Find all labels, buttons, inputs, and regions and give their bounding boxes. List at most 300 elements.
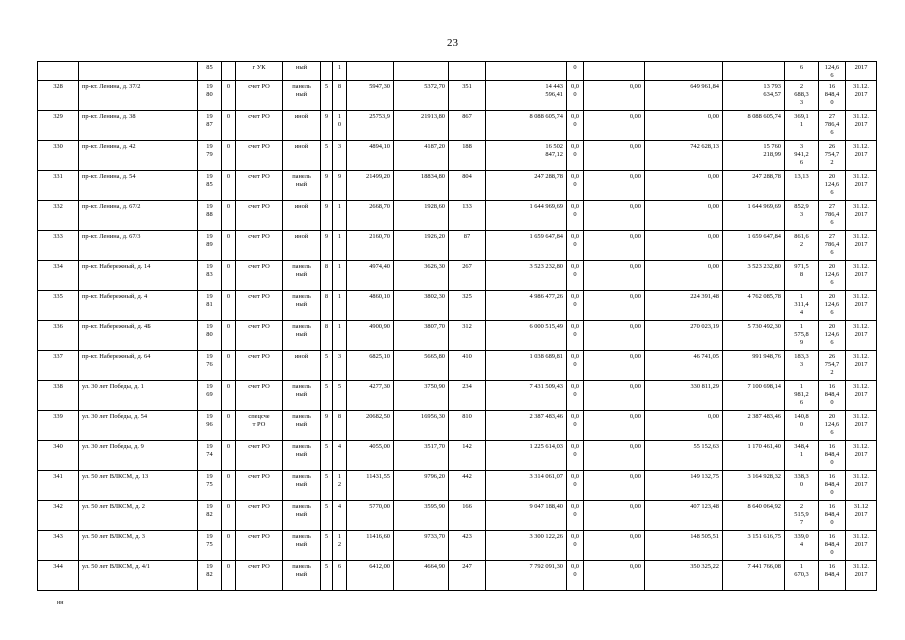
cell-floors: 5 — [321, 531, 333, 561]
cell-max-cost-per-sqm: 20 124,6 6 — [819, 261, 846, 291]
cell-cost-per-sqm: 852,9 3 — [785, 201, 819, 231]
cell-year-built: 19 80 — [198, 321, 222, 351]
cell-total-cost: 1 644 969,69 — [486, 201, 567, 231]
cell-total-cost: 1 225 614,03 — [486, 441, 567, 471]
cell-wall-material: панель ный — [283, 561, 321, 591]
cell-fund-method: счет РО — [236, 291, 283, 321]
cell-year-built: 19 89 — [198, 231, 222, 261]
cell-living-area: 1928,60 — [394, 201, 449, 231]
cell-year-built: 19 80 — [198, 81, 222, 111]
cell-entrances: 1 2 — [333, 531, 347, 561]
cell-cost-fund: 270 023,19 — [645, 321, 723, 351]
cell-address: пр-кт. Ленина, д. 37/2 — [79, 81, 198, 111]
cell-total-cost: 9 047 188,40 — [486, 501, 567, 531]
table-row — [38, 501, 877, 531]
cell-living-area: 3802,30 — [394, 291, 449, 321]
cell-living-area: 16956,30 — [394, 411, 449, 441]
cell-address: пр-кт. Набережный, д. 14 — [79, 261, 198, 291]
cell-fund-method: счет РО — [236, 321, 283, 351]
table-row — [38, 531, 877, 561]
cell-floors: 5 — [321, 351, 333, 381]
cell-cost-budget: 0,00 — [584, 291, 645, 321]
cell-residents: 87 — [449, 231, 486, 261]
cell-max-cost-per-sqm: 16 848,4 0 — [819, 381, 846, 411]
cell-year-built: 19 76 — [198, 351, 222, 381]
cell-fund-method: счет РО — [236, 381, 283, 411]
cell-wall-material: иной — [283, 201, 321, 231]
cell-cost-per-sqm-state: 0,0 0 — [567, 231, 584, 261]
cell-row-number: 339 — [38, 411, 79, 441]
cell-total-area: 4055,00 — [347, 441, 394, 471]
cell-floors: 5 — [321, 381, 333, 411]
cell-floors: 8 — [321, 261, 333, 291]
cell-total-area: 4900,90 — [347, 321, 394, 351]
cell-cost-per-sqm-state: 0,0 0 — [567, 171, 584, 201]
cell-address: ул. 50 лет ВЛКСМ, д. 13 — [79, 471, 198, 501]
cell-address: ул. 50 лет ВЛКСМ, д. 4/1 — [79, 561, 198, 591]
cell-max-cost-per-sqm: 20 124,6 6 — [819, 411, 846, 441]
cell-year-built: 19 75 — [198, 531, 222, 561]
cell-living-area: 1926,20 — [394, 231, 449, 261]
cell-address: пр-кт. Ленина, д. 67/3 — [79, 231, 198, 261]
cell-planned-completion: 31.12. 2017 — [846, 171, 877, 201]
cell-year-built: 85 — [198, 62, 222, 81]
cell-year-commissioning: 0 — [222, 231, 236, 261]
cell-address: пр-кт. Набережный, д. 64 — [79, 351, 198, 381]
cell-year-built: 19 69 — [198, 381, 222, 411]
cell-wall-material: панель ный — [283, 81, 321, 111]
cell-total-cost: 3 300 122,26 — [486, 531, 567, 561]
table-row — [38, 231, 877, 261]
cell-floors: 8 — [321, 321, 333, 351]
cell-cost-per-sqm-state: 0,0 0 — [567, 411, 584, 441]
cell-row-number: 335 — [38, 291, 79, 321]
cell-total-area: 5770,00 — [347, 501, 394, 531]
cell-cost-per-sqm: 3 941,2 6 — [785, 141, 819, 171]
cell-entrances: 1 — [333, 321, 347, 351]
cell-year-commissioning: 0 — [222, 381, 236, 411]
cell-entrances: 4 — [333, 501, 347, 531]
cell-max-cost-per-sqm: 26 754,7 2 — [819, 141, 846, 171]
cell-total-area — [347, 62, 394, 81]
cell-fund-method: счет РО — [236, 81, 283, 111]
cell-floors: 5 — [321, 561, 333, 591]
cell-total-cost: 3 314 061,07 — [486, 471, 567, 501]
cell-address: ул. 30 лет Победы, д. 54 — [79, 411, 198, 441]
cell-address: пр-кт. Набережный, д. 4 — [79, 291, 198, 321]
cell-floors: 9 — [321, 171, 333, 201]
cell-cost-per-sqm: 369,1 1 — [785, 111, 819, 141]
cell-year-commissioning: 0 — [222, 441, 236, 471]
cell-residents — [449, 62, 486, 81]
cell-total-cost: 8 088 605,74 — [486, 111, 567, 141]
cell-row-number: 340 — [38, 441, 79, 471]
cell-cost-per-sqm: 2 515,9 7 — [785, 501, 819, 531]
cell-year-built: 19 75 — [198, 471, 222, 501]
cell-planned-completion: 2017 — [846, 62, 877, 81]
cell-living-area: 3807,70 — [394, 321, 449, 351]
cell-planned-completion: 31.12. 2017 — [846, 531, 877, 561]
cell-wall-material: панель ный — [283, 261, 321, 291]
cell-entrances: 1 0 — [333, 111, 347, 141]
cell-planned-completion: 31.12. 2017 — [846, 81, 877, 111]
cell-cost-budget: 0,00 — [584, 531, 645, 561]
cell-cost-fund: 330 811,29 — [645, 381, 723, 411]
cell-cost-budget: 0,00 — [584, 411, 645, 441]
cell-total-area: 11416,60 — [347, 531, 394, 561]
cell-planned-completion: 31.12. 2017 — [846, 111, 877, 141]
cell-entrances: 1 — [333, 261, 347, 291]
cell-living-area: 4187,20 — [394, 141, 449, 171]
cell-cost-per-sqm-state: 0,0 0 — [567, 321, 584, 351]
cell-fund-method: счет РО — [236, 471, 283, 501]
cell-max-cost-per-sqm: 16 848,4 0 — [819, 81, 846, 111]
cell-cost-per-sqm: 1 311,4 4 — [785, 291, 819, 321]
cell-residents: 442 — [449, 471, 486, 501]
cell-cost-fund: 0,00 — [645, 171, 723, 201]
cell-max-cost-per-sqm: 27 786,4 6 — [819, 201, 846, 231]
cell-cost-fund: 149 132,75 — [645, 471, 723, 501]
cell-cost-budget: 0,00 — [584, 261, 645, 291]
cell-residents: 804 — [449, 171, 486, 201]
cell-cost-per-sqm-state: 0,0 0 — [567, 561, 584, 591]
cell-total-area: 2160,70 — [347, 231, 394, 261]
cell-cost-per-sqm: 339,0 4 — [785, 531, 819, 561]
cell-fund-method: счет РО — [236, 441, 283, 471]
cell-cost-fund: 742 628,13 — [645, 141, 723, 171]
cell-planned-completion: 31.12. 2017 — [846, 321, 877, 351]
cell-entrances: 1 — [333, 201, 347, 231]
cell-total-area: 4894,10 — [347, 141, 394, 171]
cell-wall-material: иной — [283, 141, 321, 171]
cell-total-area: 5947,30 — [347, 81, 394, 111]
cell-cost-per-sqm: 861,6 2 — [785, 231, 819, 261]
cell-cost-owners: 2 387 483,46 — [723, 411, 785, 441]
cell-cost-per-sqm-state: 0,0 0 — [567, 471, 584, 501]
table-row — [38, 171, 877, 201]
cell-total-area: 6825,10 — [347, 351, 394, 381]
cell-year-commissioning: 0 — [222, 201, 236, 231]
cell-residents: 325 — [449, 291, 486, 321]
cell-residents: 423 — [449, 531, 486, 561]
cell-living-area: 4664,90 — [394, 561, 449, 591]
cell-year-built: 19 79 — [198, 141, 222, 171]
cell-cost-owners: 1 644 969,69 — [723, 201, 785, 231]
cell-floors: 5 — [321, 441, 333, 471]
table-row — [38, 291, 877, 321]
cell-living-area: 9796,20 — [394, 471, 449, 501]
cell-floors: 9 — [321, 411, 333, 441]
cell-max-cost-per-sqm: 16 848,4 0 — [819, 531, 846, 561]
cell-cost-per-sqm-state: 0,0 0 — [567, 261, 584, 291]
cell-living-area: 9733,70 — [394, 531, 449, 561]
cell-cost-fund: 0,00 — [645, 411, 723, 441]
cell-cost-per-sqm-state: 0,0 0 — [567, 501, 584, 531]
cell-entrances: 8 — [333, 81, 347, 111]
cell-residents: 247 — [449, 561, 486, 591]
cell-cost-budget: 0,00 — [584, 381, 645, 411]
cell-cost-owners: 991 948,76 — [723, 351, 785, 381]
cell-row-number — [38, 62, 79, 81]
cell-cost-owners: 247 288,78 — [723, 171, 785, 201]
cell-entrances: 1 2 — [333, 471, 347, 501]
cell-cost-per-sqm-state: 0,0 0 — [567, 81, 584, 111]
cell-fund-method: счет РО — [236, 141, 283, 171]
cell-planned-completion: 31.12. 2017 — [846, 291, 877, 321]
cell-cost-owners: 8 088 605,74 — [723, 111, 785, 141]
cell-total-cost: 7 431 509,43 — [486, 381, 567, 411]
cell-floors: 9 — [321, 201, 333, 231]
cell-address: пр-кт. Ленина, д. 67/2 — [79, 201, 198, 231]
cell-entrances: 4 — [333, 441, 347, 471]
cell-year-built: 19 83 — [198, 261, 222, 291]
cell-entrances: 8 — [333, 411, 347, 441]
cell-fund-method: счет РО — [236, 171, 283, 201]
cell-cost-budget: 0,00 — [584, 441, 645, 471]
cell-row-number: 329 — [38, 111, 79, 141]
cell-entrances: 9 — [333, 171, 347, 201]
cell-year-built: 19 82 — [198, 561, 222, 591]
cell-total-cost: 7 792 091,30 — [486, 561, 567, 591]
cell-floors — [321, 62, 333, 81]
cell-residents: 867 — [449, 111, 486, 141]
cell-cost-budget: 0,00 — [584, 171, 645, 201]
cell-living-area: 18834,80 — [394, 171, 449, 201]
cell-address: ул. 30 лет Победы, д. 1 — [79, 381, 198, 411]
table-row — [38, 381, 877, 411]
cell-cost-fund: 0,00 — [645, 201, 723, 231]
cell-planned-completion: 31.12. 2017 — [846, 231, 877, 261]
cell-cost-per-sqm: 140,8 0 — [785, 411, 819, 441]
cell-cost-fund: 350 325,22 — [645, 561, 723, 591]
table-row — [38, 351, 877, 381]
cell-cost-fund: 0,00 — [645, 111, 723, 141]
cell-wall-material: панель ный — [283, 441, 321, 471]
cell-max-cost-per-sqm: 26 754,7 2 — [819, 351, 846, 381]
cell-cost-fund: 0,00 — [645, 231, 723, 261]
cell-cost-per-sqm-state: 0,0 0 — [567, 351, 584, 381]
cell-total-cost: 1 038 689,81 — [486, 351, 567, 381]
cell-floors: 5 — [321, 141, 333, 171]
cell-year-commissioning: 0 — [222, 171, 236, 201]
cell-fund-method: счет РО — [236, 531, 283, 561]
cell-wall-material: панель ный — [283, 471, 321, 501]
cell-year-commissioning: 0 — [222, 261, 236, 291]
cell-cost-owners: 5 730 492,30 — [723, 321, 785, 351]
cell-address: пр-кт. Ленина, д. 38 — [79, 111, 198, 141]
table-row — [38, 141, 877, 171]
cell-cost-per-sqm-state: 0,0 0 — [567, 531, 584, 561]
cell-floors: 9 — [321, 231, 333, 261]
cell-cost-fund: 649 961,84 — [645, 81, 723, 111]
cell-cost-owners: 1 170 461,40 — [723, 441, 785, 471]
housing-stock-table — [37, 61, 877, 591]
table-row — [38, 81, 877, 111]
cell-residents: 351 — [449, 81, 486, 111]
cell-cost-budget: 0,00 — [584, 141, 645, 171]
cell-year-commissioning: 0 — [222, 81, 236, 111]
cell-year-commissioning — [222, 62, 236, 81]
cell-total-area: 4860,10 — [347, 291, 394, 321]
cell-year-built: 19 96 — [198, 411, 222, 441]
cell-cost-per-sqm-state: 0,0 0 — [567, 201, 584, 231]
cell-cost-per-sqm-state: 0,0 0 — [567, 141, 584, 171]
cell-row-number: 330 — [38, 141, 79, 171]
cell-cost-per-sqm: 1 981,2 6 — [785, 381, 819, 411]
cell-cost-per-sqm: 13,13 — [785, 171, 819, 201]
cell-address: пр-кт. Ленина, д. 42 — [79, 141, 198, 171]
cell-row-number: 331 — [38, 171, 79, 201]
cell-cost-owners: 13 793 634,57 — [723, 81, 785, 111]
cell-planned-completion: 31.12. 2017 — [846, 381, 877, 411]
cell-max-cost-per-sqm: 27 786,4 6 — [819, 231, 846, 261]
cell-cost-per-sqm: 1 670,3 — [785, 561, 819, 591]
cell-floors: 9 — [321, 111, 333, 141]
cell-row-number: 342 — [38, 501, 79, 531]
cell-cost-budget: 0,00 — [584, 471, 645, 501]
cell-max-cost-per-sqm: 124,6 6 — [819, 62, 846, 81]
cell-floors: 5 — [321, 471, 333, 501]
cell-residents: 188 — [449, 141, 486, 171]
cell-total-area: 21499,20 — [347, 171, 394, 201]
cell-living-area — [394, 62, 449, 81]
table-row — [38, 261, 877, 291]
cell-total-area: 6412,00 — [347, 561, 394, 591]
table-row — [38, 561, 877, 591]
cell-year-commissioning: 0 — [222, 111, 236, 141]
cell-wall-material: иной — [283, 351, 321, 381]
cell-wall-material: панель ный — [283, 411, 321, 441]
cell-living-area: 5665,80 — [394, 351, 449, 381]
cell-cost-per-sqm-state: 0,0 0 — [567, 381, 584, 411]
cell-address: ул. 50 лет ВЛКСМ, д. 3 — [79, 531, 198, 561]
cell-planned-completion: 31.12. 2017 — [846, 261, 877, 291]
cell-residents: 142 — [449, 441, 486, 471]
table-row — [38, 411, 877, 441]
cell-row-number: 328 — [38, 81, 79, 111]
cell-wall-material: панель ный — [283, 501, 321, 531]
cell-cost-fund: 55 152,63 — [645, 441, 723, 471]
cell-planned-completion: 31.12. 2017 — [846, 141, 877, 171]
cell-wall-material: панель ный — [283, 171, 321, 201]
cell-planned-completion: 31.12. 2017 — [846, 471, 877, 501]
cell-max-cost-per-sqm: 20 124,6 6 — [819, 291, 846, 321]
cell-row-number: 332 — [38, 201, 79, 231]
cell-year-commissioning: 0 — [222, 411, 236, 441]
cell-max-cost-per-sqm: 20 124,6 6 — [819, 171, 846, 201]
cell-fund-method: г УК — [236, 62, 283, 81]
cell-residents: 267 — [449, 261, 486, 291]
cell-total-area: 25753,9 — [347, 111, 394, 141]
cell-address: ул. 30 лет Победы, д. 9 — [79, 441, 198, 471]
cell-cost-budget: 0,00 — [584, 501, 645, 531]
cell-planned-completion: 31.12. 2017 — [846, 351, 877, 381]
cell-address — [79, 62, 198, 81]
cell-entrances: 3 — [333, 351, 347, 381]
cell-entrances: 3 — [333, 141, 347, 171]
cell-max-cost-per-sqm: 16 848,4 0 — [819, 441, 846, 471]
cell-planned-completion: 31.12. 2017 — [846, 561, 877, 591]
cell-residents: 410 — [449, 351, 486, 381]
cell-year-built: 19 87 — [198, 111, 222, 141]
cell-planned-completion: 31.12 2017 — [846, 501, 877, 531]
cell-cost-budget — [584, 62, 645, 81]
cell-floors: 8 — [321, 291, 333, 321]
cell-row-number: 337 — [38, 351, 79, 381]
table-row — [38, 62, 877, 81]
cell-wall-material: иной — [283, 111, 321, 141]
cell-cost-owners: 3 523 232,80 — [723, 261, 785, 291]
cell-total-cost: 2 387 483,46 — [486, 411, 567, 441]
cell-cost-owners: 3 164 928,32 — [723, 471, 785, 501]
cell-row-number: 333 — [38, 231, 79, 261]
cell-floors: 5 — [321, 81, 333, 111]
cell-cost-owners: 7 441 766,08 — [723, 561, 785, 591]
cell-total-cost: 4 986 477,26 — [486, 291, 567, 321]
cell-entrances: 1 — [333, 231, 347, 261]
cell-entrances: 5 — [333, 381, 347, 411]
cell-residents: 810 — [449, 411, 486, 441]
cell-cost-fund: 407 123,48 — [645, 501, 723, 531]
cell-row-number: 343 — [38, 531, 79, 561]
table-row — [38, 201, 877, 231]
cell-living-area: 21913,80 — [394, 111, 449, 141]
cell-address: пр-кт. Ленина, д. 54 — [79, 171, 198, 201]
cell-wall-material: ный — [283, 62, 321, 81]
cell-cost-per-sqm-state: 0 — [567, 62, 584, 81]
cell-cost-per-sqm: 348,4 1 — [785, 441, 819, 471]
cell-living-area: 5372,70 — [394, 81, 449, 111]
cell-max-cost-per-sqm: 27 786,4 6 — [819, 111, 846, 141]
cell-cost-fund: 0,00 — [645, 261, 723, 291]
cell-cost-owners: 15 760 218,99 — [723, 141, 785, 171]
cell-planned-completion: 31.12. 2017 — [846, 201, 877, 231]
cell-wall-material: панель ный — [283, 531, 321, 561]
cell-total-cost: 6 000 515,49 — [486, 321, 567, 351]
cell-floors: 5 — [321, 501, 333, 531]
cell-entrances: 1 — [333, 62, 347, 81]
cell-residents: 312 — [449, 321, 486, 351]
cell-total-cost: 16 502 847,12 — [486, 141, 567, 171]
cell-cost-budget: 0,00 — [584, 351, 645, 381]
cell-year-commissioning: 0 — [222, 141, 236, 171]
cell-year-built: 19 82 — [198, 501, 222, 531]
cell-row-number: 336 — [38, 321, 79, 351]
cell-fund-method: счет РО — [236, 261, 283, 291]
cell-residents: 234 — [449, 381, 486, 411]
cell-address: ул. 50 лет ВЛКСМ, д. 2 — [79, 501, 198, 531]
cell-row-number: 341 — [38, 471, 79, 501]
cell-wall-material: панель ный — [283, 321, 321, 351]
cell-cost-per-sqm: 6 — [785, 62, 819, 81]
cell-total-area: 20682,50 — [347, 411, 394, 441]
page-number: 23 — [447, 37, 458, 49]
cell-total-cost: 1 659 647,84 — [486, 231, 567, 261]
cell-year-commissioning: 0 — [222, 321, 236, 351]
cell-cost-owners — [723, 62, 785, 81]
cell-living-area: 3626,30 — [394, 261, 449, 291]
cell-max-cost-per-sqm: 16 848,4 0 — [819, 501, 846, 531]
cell-total-cost: 14 443 596,41 — [486, 81, 567, 111]
cell-cost-budget: 0,00 — [584, 81, 645, 111]
cell-living-area: 3750,90 — [394, 381, 449, 411]
cell-cost-owners: 1 659 647,84 — [723, 231, 785, 261]
cell-year-commissioning: 0 — [222, 561, 236, 591]
cell-total-cost: 247 288,78 — [486, 171, 567, 201]
cell-cost-budget: 0,00 — [584, 561, 645, 591]
cell-cost-per-sqm: 1 575,8 9 — [785, 321, 819, 351]
cell-fund-method: спецсче т РО — [236, 411, 283, 441]
